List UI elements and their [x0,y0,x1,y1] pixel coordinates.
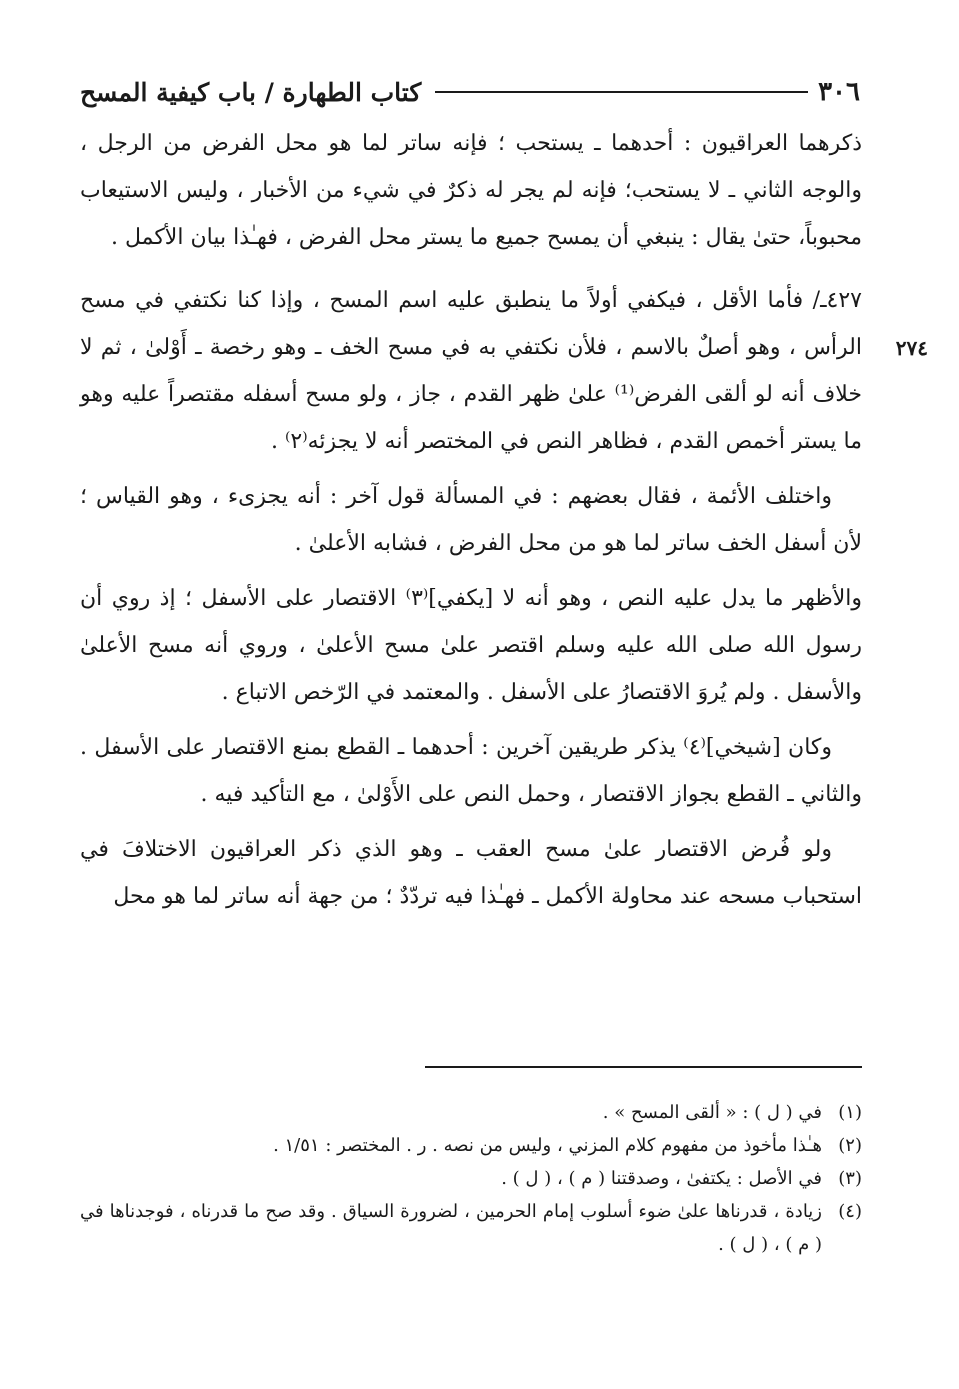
paragraph: والأظهر ما يدل عليه النص ، وهو أنه لا [يكفي]⁽٣⁾ الاقتصار على الأسفل ؛ إذ روي أن رسول الله صلى الله عليه وسلم اقتصر علىٰ مسح الأعلىٰ ، وروي أنه مسح الأعلىٰ والأسفل . ولم يُروَ الاقتصارُ على الأسفل . والمعتمد في الرّخص الاتباع . [80,586,863,705]
footnote-number: (٢) [838,1135,862,1156]
paragraph: واختلف الأئمة ، فقال بعضهم : في المسألة قول آخر : أنه يجزىء ، وهو القياس ؛ لأن أسفل الخف ساتر لما هو من محل الفرض ، فشابه الأعلىٰ . [80,484,862,556]
footnote [80,1129,862,1162]
paragraph: ولو فُرض الاقتصار علىٰ مسح العقب ـ وهو الذي ذكر العراقيون الاختلافَ في استحباب مسحه عند محاولة الأكمل ـ فهـٰذا فيه تردّدٌ ؛ من جهة أنه ساتر لما هو محل [80,837,862,909]
footnote [80,1096,862,1129]
footnotes [80,1096,862,1261]
page-number: ٣٠٦ [818,77,860,107]
footnote-number: (٤) [838,1201,862,1222]
footnote-text: زيادة ، قدرناها علىٰ ضوء أسلوب إمام الحرمين ، لضرورة السياق . وقد صح ما قدرناه ، فوجدناها في ( م ) ، ( ل ) . [80,1201,822,1255]
header-rule [435,91,808,93]
footnote [80,1162,862,1195]
footnote [80,1195,862,1261]
running-header [80,70,860,114]
paragraph: وكان [شيخي]⁽٤⁾ يذكر طريقين آخرين : أحدهما ـ القطع بمنع الاقتصار على الأسفل . والثاني ـ القطع بجواز الاقتصار ، وحمل النص على الأَوْلىٰ ، مع التأكيد فيه . [80,735,862,807]
footnote-text: في الأصل : يكتفىٰ ، وصدقتنا ( م ) ، ( ل ) . [501,1168,822,1189]
main-text [80,120,862,928]
paragraph: ذكرهما العراقيون : أحدهما ـ يستحب ؛ فإنه ساتر لما هو محل الفرض من الرجل ، والوجه الثاني ـ لا يستحب؛ فإنه لم يجر له ذكرٌ في شيء من الأخبار ، وليس الاستيعاب محبوباً، حتىٰ يقال : ينبغي أن يمسح جميع ما يستر محل الفرض ، فهـٰذا بيان الأكمل . [80,131,862,250]
running-title: كتاب الطهارة / باب كيفية المسح [80,77,422,107]
margin-number: ٢٧٤ [895,336,928,360]
paragraph: ٤٢٧ـ/ فأما الأقل ، فيكفي أولاً ما ينطبق عليه اسم المسح ، وإذا كنا نكتفي في مسح الرأس ، وهو أصلٌ بالاسم ، فلأن نكتفي به في مسح الخف ـ وهو رخصة ـ أَوْلىٰ ، ثم لا خلاف أنه لو ألقى الفرض⁽¹⁾ علىٰ ظهر القدم ، جاز ، ولو مسح أسفله مقتصراً عليه وهو ما يستر أخمص القدم ، فظاهر النص في المختصر أنه لا يجزئه⁽٢⁾ . [80,288,862,454]
footnote-number: (٣) [838,1168,862,1189]
footnote-text: هـٰذا مأخوذ من مفهوم كلام المزني ، وليس من نصه . ر . المختصر : ١/٥١ . [273,1135,822,1156]
footnote-number: (١) [838,1102,862,1123]
footnote-text: في ( ل ) : « ألقى المسح » . [602,1102,822,1123]
footnote-separator [425,1066,862,1068]
